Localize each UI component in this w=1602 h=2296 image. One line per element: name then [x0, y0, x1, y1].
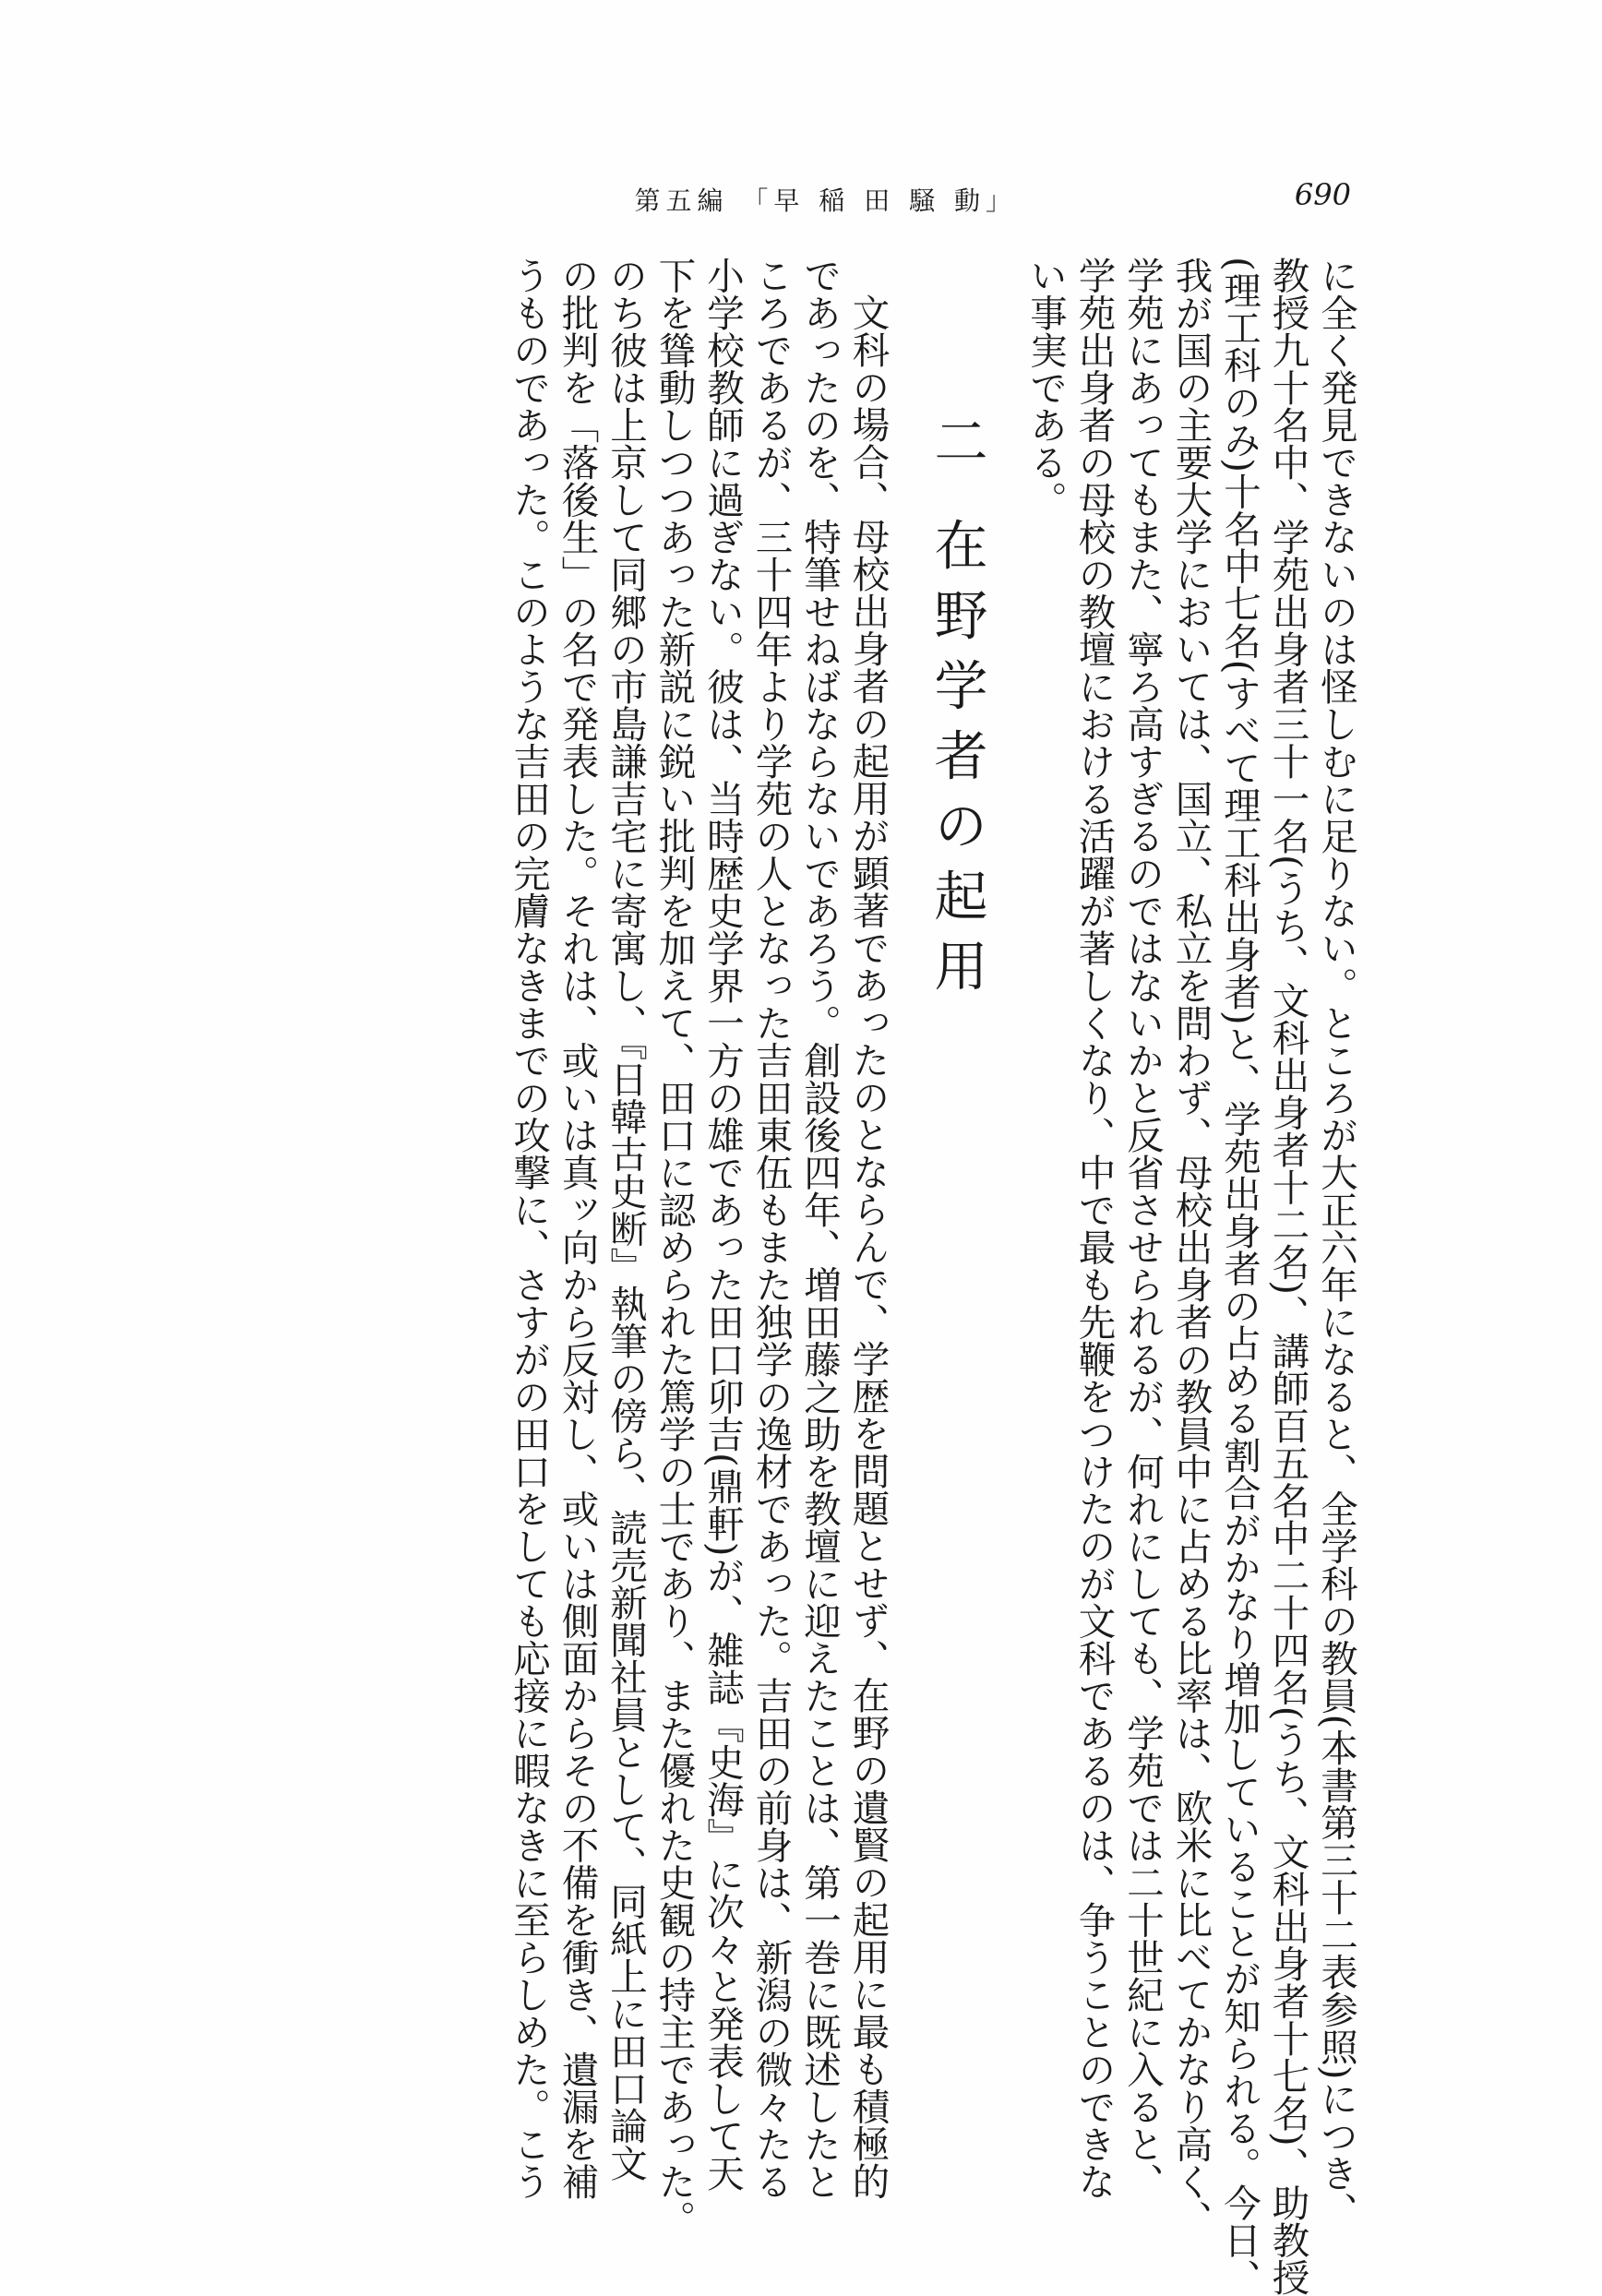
page-number: 690	[1294, 177, 1351, 212]
section-heading: 二 在野学者の起用	[925, 413, 988, 1009]
text-line: ころであるが、三十四年より学苑の人となった吉田東伍もまた独学の逸材であった。吉田の前身は、新潟の微々たる	[748, 257, 794, 2200]
text-line: 我が国の主要大学においては、国立、私立を問わず、母校出身者の教員中に占める比率は、欧米に比べてかなり高く、	[1168, 257, 1213, 2238]
text-line: (理工科のみ)十名中七名(すべて理工科出身者)と、学苑出身者の占める割合がかなり増加していることが知られる。今日、	[1217, 257, 1261, 2296]
text-line: 学苑にあってもまた、寧ろ高すぎるのではないかと反省させられるが、何れにしても、学苑では二十世紀に入ると、	[1120, 257, 1165, 2200]
running-header: 第五編 「早 稲 田 騒 動」	[634, 185, 1017, 216]
text-line: の批判を「落後生」の名で発表した。それは、或いは真ッ向から反対し、或いは側面からその不備を衝き、遺漏を補	[555, 257, 600, 2200]
text-line: のち彼は上京して同郷の市島謙吉宅に寄寓し、『日韓古史断』執筆の傍ら、読売新聞社員として、同紙上に田口論文	[604, 257, 648, 2182]
text-line: 下を聳動しつつあった新説に鋭い批判を加えて、田口に認められた篤学の士であり、また優れた史観の持主であった。	[652, 257, 697, 2238]
text-line: い事実である。	[1023, 257, 1068, 519]
text-line: に全く発見できないのは怪しむに足りない。ところが大正六年になると、全学科の教員(本書第三十二表参照)につき、	[1314, 257, 1358, 2230]
text-line: うものであった。このような吉田の完膚なきまでの攻撃に、さすがの田口をしても応接に暇なきに至らしめた。こう	[507, 257, 551, 2200]
text-line: 文科の場合、母校出身者の起用が顕著であったのとならんで、学歴を問題とせず、在野の遺賢の起用に最も積極的	[845, 293, 891, 2200]
vertical-text-body	[505, 257, 1361, 2296]
text-line: 学苑出身者の母校の教壇における活躍が著しくなり、中で最も先鞭をつけたのが文科であるのは、争うことのできな	[1071, 257, 1117, 2200]
text-line: であったのを、特筆せねばならないであろう。創設後四年、増田藤之助を教壇に迎えたことは、第一巻に既述したと	[797, 257, 842, 2200]
text-line: 小学校教師に過ぎない。彼は、当時歴史学界一方の雄であった田口卯吉(鼎軒)が、雑誌『史海』に次々と発表して天	[700, 257, 745, 2193]
text-line: 教授九十名中、学苑出身者三十一名(うち、文科出身者十二名)、講師百五名中二十四名(うち、文科出身者十七名)、助教授	[1265, 257, 1310, 2296]
